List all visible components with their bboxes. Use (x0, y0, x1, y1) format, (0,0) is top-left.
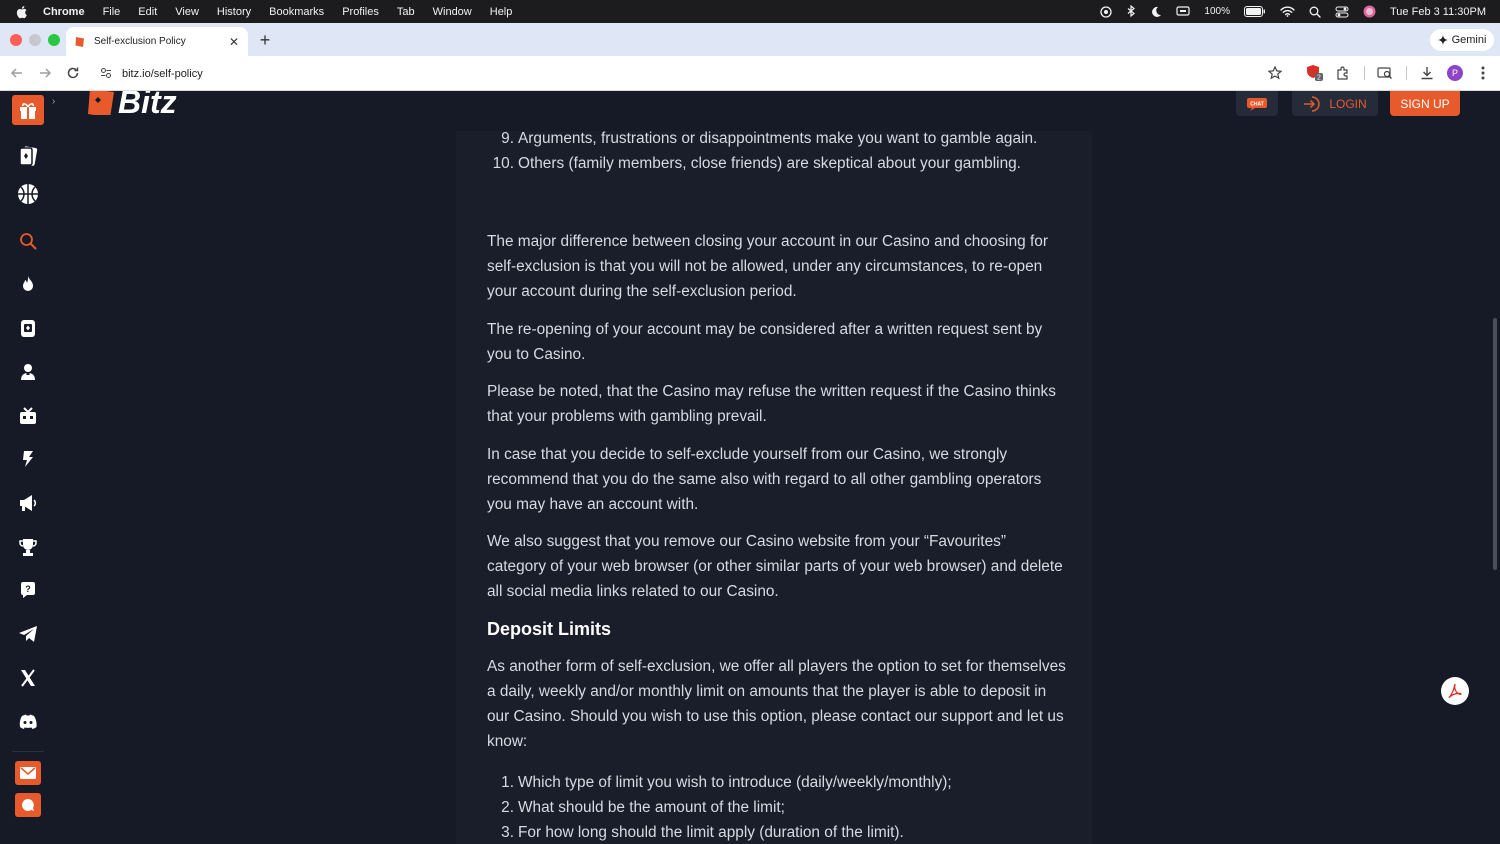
warning-signs-list (487, 126, 1067, 176)
download-icon[interactable] (1418, 64, 1436, 82)
paragraph: Please be noted, that the Casino may refuse the written request if the Casino thinks that your problems with gambling prevail. (487, 383, 1056, 425)
menu-view[interactable]: View (175, 5, 199, 18)
moon-icon[interactable] (1150, 6, 1162, 18)
apple-icon[interactable] (15, 5, 29, 19)
bluetooth-icon[interactable] (1126, 5, 1136, 18)
battery-icon[interactable] (1244, 6, 1266, 17)
menu-profiles[interactable]: Profiles (342, 5, 379, 18)
sidebar-item-promotions[interactable] (14, 402, 42, 430)
pdf-icon (1447, 683, 1463, 699)
tab-title: Self-exclusion Policy (94, 36, 186, 47)
web-page (0, 91, 1500, 844)
basketball-icon (16, 182, 40, 206)
extension-badge-count: 2 (1317, 74, 1321, 82)
page-scrollbar[interactable] (1493, 318, 1497, 570)
menu-bookmarks[interactable]: Bookmarks (269, 5, 325, 18)
sidebar-item-sports[interactable] (14, 180, 42, 208)
lightning-icon (19, 450, 37, 468)
control-center-icon[interactable] (1335, 6, 1349, 18)
sidebar-item-slots[interactable] (14, 314, 42, 342)
bookmark-star-icon[interactable] (1268, 66, 1282, 80)
slots-icon (18, 318, 38, 338)
gift-box-icon (18, 406, 38, 426)
list-item: 10. Others (family members, close friends) are skeptical about your gambling. (492, 155, 1021, 172)
paragraph: The re-opening of your account may be considered after a written request sent by you to Casino. (487, 320, 1043, 363)
url-text[interactable]: bitz.io/self-policy (122, 67, 203, 80)
gemini-label: Gemini (1451, 34, 1487, 46)
chrome-menu-icon[interactable] (1474, 64, 1492, 82)
paragraph: In case that you decide to self-exclude yourself from our Casino, we strongly recommend that you do the same also with regard to all other gambling operators you may have an account with. (487, 445, 1042, 513)
gemini-sparkle-icon (1438, 35, 1448, 45)
chat-button-label: CHAT (1250, 101, 1264, 107)
fire-icon (19, 275, 37, 293)
cards-icon (16, 144, 40, 168)
x-icon (19, 669, 37, 687)
chat-icon (21, 798, 35, 812)
list-item: 2. What should be the amount of the limit; (501, 799, 785, 816)
toolbar-divider (1406, 66, 1407, 80)
menu-history[interactable]: History (216, 5, 252, 18)
chat-bubble-icon (1246, 97, 1268, 111)
menu-tab[interactable]: Tab (396, 5, 415, 18)
signup-button[interactable]: SIGN UP (1390, 91, 1460, 116)
chat-button[interactable] (1236, 91, 1278, 116)
display-icon[interactable] (1176, 6, 1190, 17)
mail-icon (20, 767, 36, 779)
telegram-icon (18, 625, 38, 643)
bonus-gift-button[interactable] (12, 95, 44, 125)
menu-app-name[interactable]: Chrome (43, 5, 85, 18)
sidebar-item-live-dealer[interactable] (14, 358, 42, 386)
window-close-button[interactable] (10, 34, 22, 46)
bitz-favicon-icon (74, 36, 86, 48)
profile-avatar[interactable]: P (1447, 65, 1463, 81)
sidebar-item-x[interactable] (14, 664, 42, 692)
login-label: LOGIN (1329, 96, 1367, 111)
window-minimize-button[interactable] (29, 34, 41, 46)
menu-window[interactable]: Window (432, 5, 472, 18)
battery-percent: 100% (1204, 6, 1230, 17)
siri-icon[interactable] (1363, 5, 1376, 18)
section-heading: Deposit Limits (487, 618, 612, 639)
gift-icon (18, 100, 38, 120)
forward-arrow-icon[interactable] (36, 64, 54, 82)
list-item: 3. For how long should the limit apply (duration of the limit). (501, 824, 904, 841)
toolbar-divider (1364, 66, 1365, 80)
sidebar-item-live-chat[interactable] (15, 793, 41, 817)
tab-close-icon[interactable]: ✕ (228, 34, 240, 49)
megaphone-icon (18, 494, 38, 512)
login-arrow-icon (1303, 96, 1321, 112)
bitz-logo[interactable] (86, 91, 186, 115)
screen-record-icon[interactable] (1100, 6, 1112, 18)
extension-shield-icon[interactable] (1306, 64, 1324, 82)
back-arrow-icon[interactable] (8, 64, 26, 82)
trophy-icon (18, 537, 38, 557)
address-bar[interactable] (92, 61, 1292, 86)
menu-help[interactable]: Help (489, 5, 513, 18)
list-item: 1. Which type of limit you wish to introduce (daily/weekly/monthly); (501, 774, 952, 791)
pdf-download-button[interactable] (1441, 677, 1469, 705)
sidebar-item-help[interactable] (14, 576, 42, 604)
tab-search-icon[interactable] (1376, 64, 1394, 82)
extensions-puzzle-icon[interactable] (1334, 64, 1352, 82)
sidebar-divider (12, 751, 44, 752)
site-settings-icon[interactable] (100, 67, 112, 79)
logo-text: Bitz (118, 91, 177, 115)
sidebar-item-telegram[interactable] (14, 620, 42, 648)
menubar-clock[interactable]: Tue Feb 3 11:30PM (1390, 5, 1486, 18)
spotlight-search-icon[interactable] (1309, 6, 1321, 18)
list-item: 9. Arguments, frustrations or disappointments make you want to gamble again. (501, 130, 1038, 147)
sidebar-item-boost[interactable] (14, 445, 42, 473)
macos-menu-bar (0, 0, 1500, 23)
site-sidebar (0, 91, 56, 844)
menu-edit[interactable]: Edit (138, 5, 158, 18)
search-icon (19, 232, 37, 250)
sidebar-item-hot[interactable] (14, 270, 42, 298)
sidebar-item-search[interactable] (14, 227, 42, 255)
sidebar-item-mail[interactable] (15, 761, 41, 785)
window-zoom-button[interactable] (48, 34, 60, 46)
browser-tab-active[interactable] (66, 27, 248, 56)
sidebar-item-tournaments[interactable] (14, 533, 42, 561)
dealer-icon (19, 363, 37, 381)
paragraph: As another form of self-exclusion, we offer all players the option to set for themselves a daily, weekly and/or monthly limit on amounts that the player is able to deposit in our Casino. Should you wish to use this option, please contact our support and let us know: (487, 658, 1066, 750)
discord-icon (18, 714, 38, 730)
menu-file[interactable]: File (102, 5, 121, 18)
help-icon (19, 581, 37, 599)
reload-icon[interactable] (64, 64, 82, 82)
sidebar-item-news[interactable] (14, 489, 42, 517)
paragraph: The major difference between closing your account in our Casino and choosing for self-exclusion is that you will not be allowed, under any circumstances, to re-open your account during the self-exclusion period. (487, 233, 1048, 300)
new-tab-icon[interactable]: + (259, 30, 271, 50)
deposit-limit-list (487, 770, 1067, 844)
wifi-icon[interactable] (1280, 6, 1295, 17)
sidebar-item-discord[interactable] (14, 708, 42, 736)
login-button[interactable] (1292, 91, 1378, 116)
paragraph: We also suggest that you remove our Casino website from your “Favourites” category of your web browser (or other similar parts of your web browser) and delete all social media links related to our Casino. (487, 533, 1063, 600)
svg-text:?: ? (25, 584, 31, 594)
gemini-button[interactable] (1430, 29, 1494, 51)
sidebar-item-casino[interactable] (14, 142, 42, 170)
sidebar-expand-chevron-icon[interactable]: › (52, 96, 56, 107)
policy-content (456, 131, 1092, 844)
